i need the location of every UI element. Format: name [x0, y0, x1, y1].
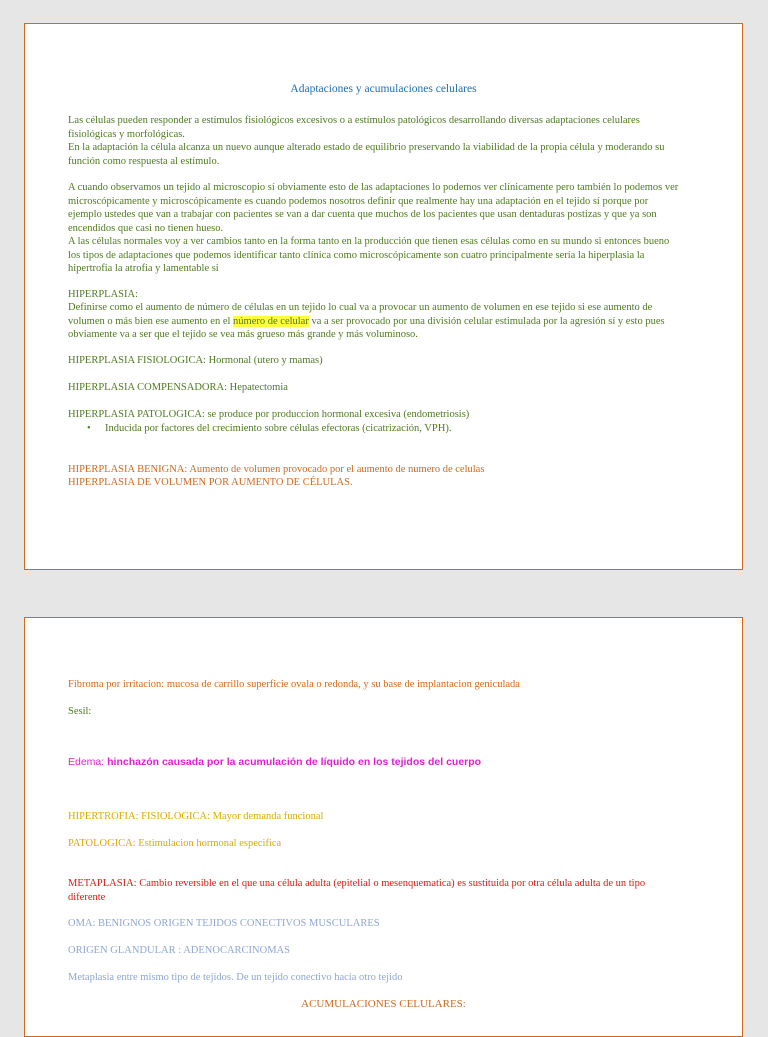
definition-text-b: va a ser provocado por una división celular estimulada por la agresión sí y esto pues obviamente va a ser que el tejido se vea más grueso más grande y más voluminoso. — [68, 315, 665, 340]
bullet-icon: • — [87, 423, 91, 434]
edema-definition: hinchazón causada por la acumulación de líquido en los tejidos del cuerpo — [107, 756, 482, 768]
highlighted-text: número de celular — [233, 315, 309, 327]
microscope-paragraph: A cuando observamos un tejido al microscopio sí obviamente esto de las adaptaciones lo podemos ver clínicamente pero también lo podemos ver microscópicamente y microscópicamente es cuando podemos nosotros definir que realmente hay una adaptación en el tejido sí porque por ejemplo ustedes que van a trabajar con pacientes se van a dar cuenta que muchos de los pacientes que usan dentaduras postizas y que ya son encendidos que casi no tienen hueso. — [68, 182, 679, 234]
hiperplasia-patologica: HIPERPLASIA PATOLOGICA: se produce por produccion hormonal excesiva (endometriosis) — [68, 409, 470, 420]
page-title: Adaptaciones y acumulaciones celulares — [290, 83, 477, 95]
hiperplasia-benigna: HIPERPLASIA BENIGNA: Aumento de volumen provocado por el aumento de numero de celulas — [68, 464, 485, 475]
document-page-2 — [24, 617, 743, 1037]
intro-paragraph: Las células pueden responder a estímulos fisiológicos excesivos o a estímulos patológicos desarrollando diversas adaptaciones celulares fisiológicas y morfológicas. — [68, 115, 640, 140]
bullet-item: Inducida por factores del crecimiento sobre células efectoras (cicatrización, VPH). — [105, 423, 452, 434]
hiperplasia-compensadora: HIPERPLASIA COMPENSADORA: Hepatectomia — [68, 382, 288, 393]
fibroma-line: Fibroma por irritacion: mucosa de carrillo superficie ovala o redonda, y su base de implantacion geniculada — [68, 679, 520, 690]
glandular-line: ORIGEN GLANDULAR : ADENOCARCINOMAS — [68, 945, 290, 956]
definition-text-a: Definirse como el aumento de número de células en un tejido lo cual va a provocar un aumento de volumen en ese tejido si ese aumento de volumen o más bien ese aumento en el — [68, 302, 653, 327]
edema-line — [68, 756, 684, 770]
hiperplasia-heading: HIPERPLASIA: — [68, 289, 139, 300]
hiperplasia-definition — [68, 301, 684, 342]
hiperplasia-fisiologica: HIPERPLASIA FISIOLOGICA: Hormonal (utero y mamas) — [68, 355, 323, 366]
acumulaciones-heading: ACUMULACIONES CELULARES: — [301, 998, 466, 1010]
oma-line: OMA: BENIGNOS ORIGEN TEJIDOS CONECTIVOS MUSCULARES — [68, 918, 380, 929]
adaptation-paragraph: En la adaptación la célula alcanza un nuevo aunque alterado estado de equilibrio preservando la viabilidad de la propia célula y moderando su función como respuesta al estímulo. — [68, 142, 665, 167]
hipertrofia-line: HIPERTROFIA: FISIOLOGICA: Mayor demanda funcional — [68, 811, 324, 822]
normal-cells-paragraph: A las células normales voy a ver cambios tanto en la forma tanto en la producción que tienen esas células como en su mundo si entonces bueno los tipos de adaptaciones que podemos identificar tanto clínica como microscópicamente son cuatro principalmente sería la hiperplasia la hipertrofia la atrofia y lamentable si — [68, 236, 670, 274]
hiperplasia-volumen: HIPERPLASIA DE VOLUMEN POR AUMENTO DE CÉLULAS. — [68, 477, 353, 488]
metaplasia-tejidos-line: Metaplasia entre mismo tipo de tejidos. De un tejido conectivo hacia otro tejido — [68, 972, 403, 983]
document-page-1 — [24, 23, 743, 570]
hipertrofia-patologica-line: PATOLOGICA: Estimulacion hormonal especifica — [68, 838, 282, 849]
edema-label: Edema: — [68, 756, 105, 768]
sesil-line: Sesil: — [68, 706, 92, 717]
metaplasia-line: METAPLASIA: Cambio reversible en el que una célula adulta (epitelial o mesenquematica) es sustituida por otra célula adulta de un tipo diferente — [68, 878, 646, 903]
